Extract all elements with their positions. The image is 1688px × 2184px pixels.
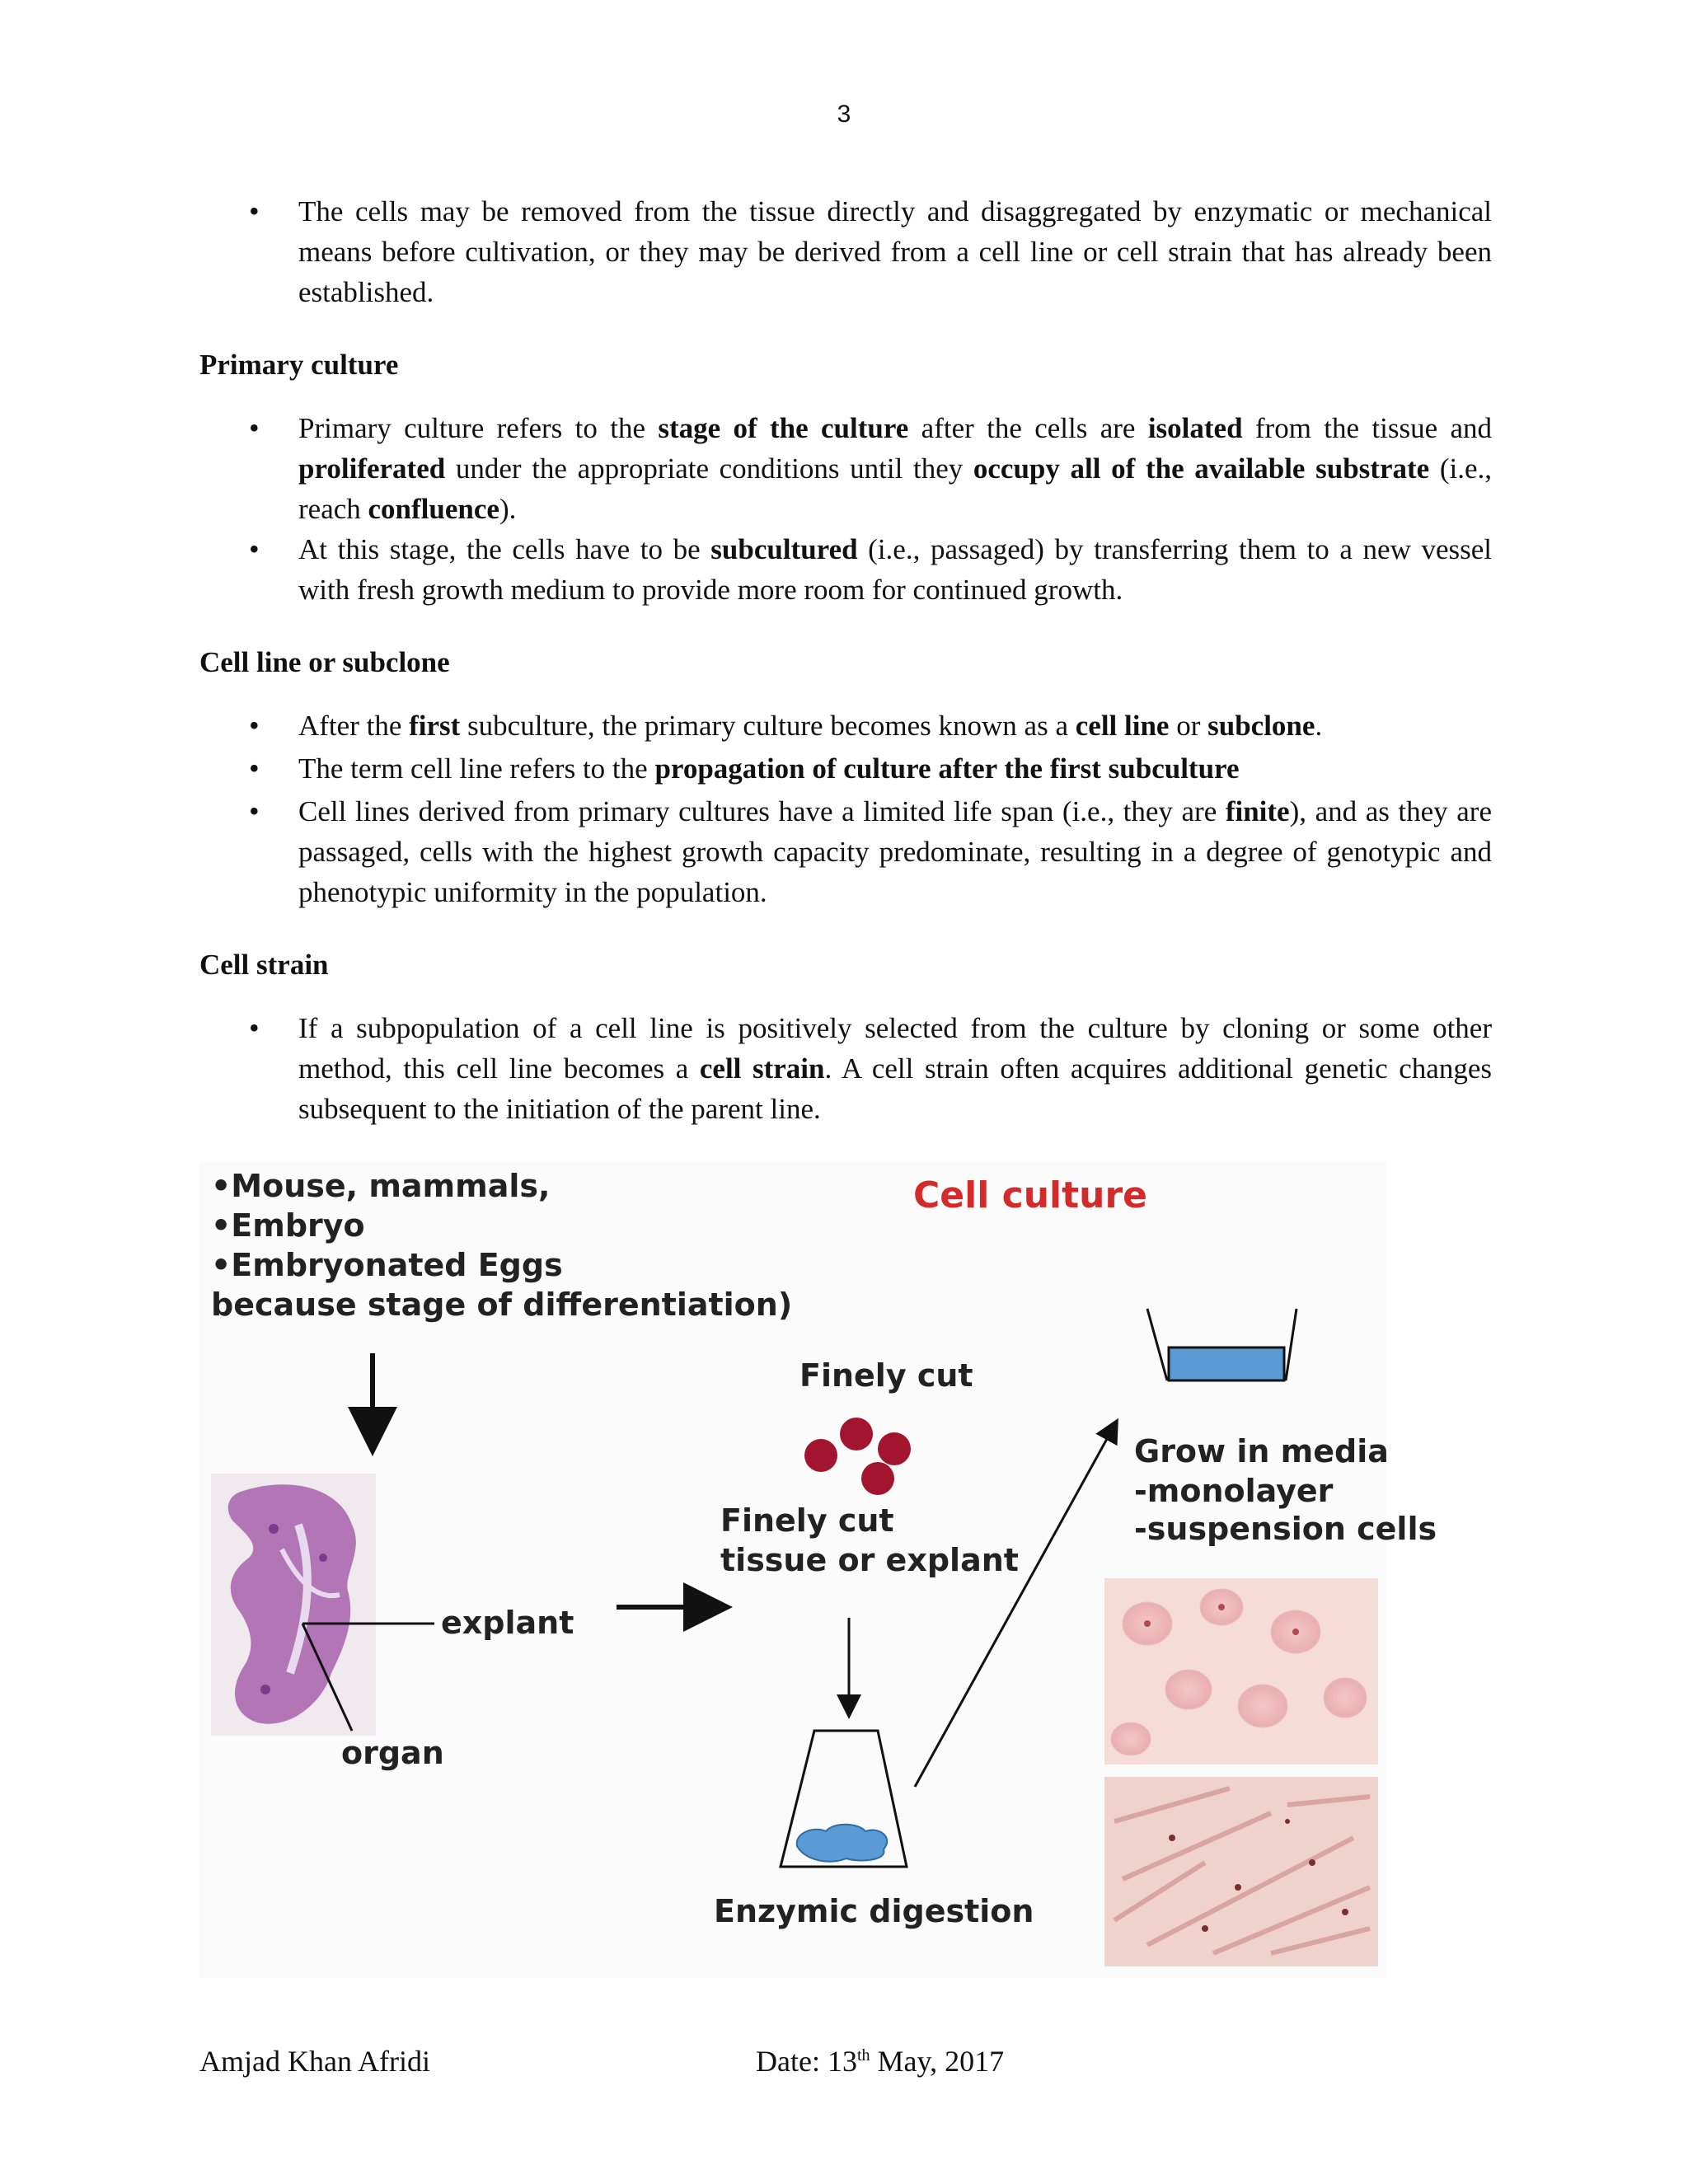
explant-label: explant bbox=[441, 1605, 574, 1641]
grow-label: -monolayer bbox=[1134, 1473, 1334, 1509]
fibroblast-micrograph bbox=[1104, 1777, 1378, 1966]
finely-cut-tissue-label: Finely cut bbox=[720, 1502, 894, 1539]
list-item: • After the first subculture, the primary culture becomes known as a cell line or subclone. bbox=[199, 705, 1492, 746]
cell-culture-figure bbox=[199, 1162, 1437, 1978]
cell-strain-list bbox=[199, 1008, 1492, 1129]
list-item: • Primary culture refers to the stage of the culture after the cells are isolated from the tissue and proliferated under the appropriate conditions until they occupy all of the available substrate (i.e., reach confluence). bbox=[199, 408, 1492, 529]
organ-image bbox=[211, 1474, 376, 1736]
source-item: •Embryo bbox=[211, 1207, 365, 1244]
footer-date: Date: 13th May, 2017 bbox=[756, 2045, 1005, 2078]
intro-list bbox=[199, 191, 1492, 312]
source-item: because stage of differentiation) bbox=[211, 1286, 793, 1323]
cell-line-list bbox=[199, 705, 1492, 912]
list-item: • Cell lines derived from primary cultures have a limited life span (i.e., they are finite), and as they are passaged, cells with the highest growth capacity predominate, resulting in a degree of genotypic and phenotypic uniformity in the population. bbox=[199, 791, 1492, 912]
culture-vessel bbox=[1147, 1309, 1296, 1380]
enzymic-digestion-label: Enzymic digestion bbox=[714, 1893, 1034, 1929]
section-heading-primary: Primary culture bbox=[199, 349, 399, 381]
page-number: 3 bbox=[837, 101, 851, 128]
footer-author: Amjad Khan Afridi bbox=[199, 2045, 430, 2078]
digestion-flask bbox=[781, 1731, 907, 1867]
growth-arrow bbox=[915, 1422, 1116, 1787]
grow-label: Grow in media bbox=[1134, 1433, 1389, 1469]
section-heading-cell-strain: Cell strain bbox=[199, 949, 329, 981]
list-item: • The cells may be removed from the tissue directly and disaggregated by enzymatic or mechanical means before cultivation, or they may be derived from a cell line or cell strain that has already been established. bbox=[199, 191, 1492, 312]
primary-list bbox=[199, 408, 1492, 610]
grow-label: -suspension cells bbox=[1134, 1511, 1437, 1547]
cut-pieces bbox=[804, 1418, 911, 1495]
main-content bbox=[199, 191, 1492, 1129]
source-item: •Embryonated Eggs bbox=[211, 1247, 563, 1283]
list-item: • At this stage, the cells have to be subcultured (i.e., passaged) by transferring them to a new vessel with fresh growth medium to provide more room for continued growth. bbox=[199, 529, 1492, 610]
finely-cut-label: Finely cut bbox=[799, 1357, 973, 1394]
list-item: • The term cell line refers to the propagation of culture after the first subculture bbox=[199, 748, 1492, 789]
source-list bbox=[211, 1168, 792, 1323]
list-item: • If a subpopulation of a cell line is positively selected from the culture by cloning or some other method, this cell line becomes a cell strain. A cell strain often acquires additional genetic changes subsequent to the initiation of the parent line. bbox=[199, 1008, 1492, 1129]
section-heading-cell-line: Cell line or subclone bbox=[199, 646, 450, 678]
source-item: •Mouse, mammals, bbox=[211, 1168, 551, 1204]
figure-title: Cell culture bbox=[913, 1174, 1148, 1216]
organ-label: organ bbox=[341, 1735, 444, 1771]
monolayer-micrograph bbox=[1104, 1578, 1378, 1765]
cell-culture-diagram bbox=[199, 1162, 1437, 1978]
finely-cut-tissue-label: tissue or explant bbox=[720, 1542, 1019, 1578]
grow-labels bbox=[1134, 1433, 1437, 1547]
